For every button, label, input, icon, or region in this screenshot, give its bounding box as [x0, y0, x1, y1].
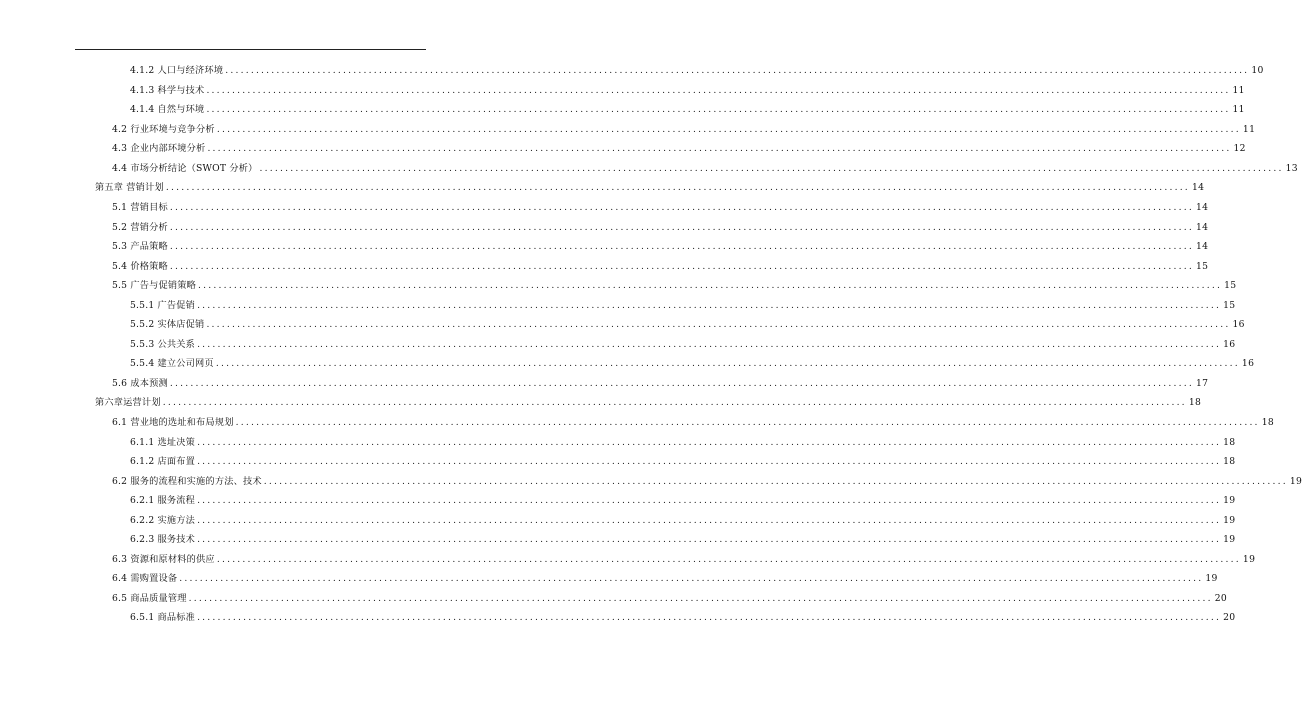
toc-entry[interactable] [0, 354, 1255, 374]
toc-leader-dots: ........................................................................................................................................................................................................ [169, 377, 1194, 389]
toc-leader-dots: ........................................................................................................................................................................................................ [197, 338, 1222, 350]
toc-entry[interactable] [0, 511, 1236, 531]
toc-leader-dots: ........................................................................................................................................................................................................ [216, 553, 1241, 565]
toc-leader-dots: ........................................................................................................................................................................................................ [197, 514, 1222, 526]
toc-leader-dots: ........................................................................................................................................................................................................ [179, 573, 1204, 585]
toc-entry-label: 5.5.2 实体店促销 [130, 319, 205, 331]
toc-page-number: 19 [1223, 495, 1236, 507]
toc-page-number: 13 [1285, 162, 1298, 174]
toc-entry[interactable] [0, 178, 1205, 198]
toc-leader-dots: ........................................................................................................................................................................................................ [165, 182, 1190, 194]
toc-entry-label: 6.2.2 实施方法 [130, 514, 196, 526]
toc-leader-dots: ........................................................................................................................................................................................................ [206, 319, 1231, 331]
toc-page-number: 11 [1242, 123, 1256, 135]
toc-page-number: 17 [1195, 377, 1209, 389]
toc-entry[interactable] [0, 81, 1245, 101]
toc-leader-dots: ........................................................................................................................................................................................................ [169, 221, 1194, 233]
toc-entry[interactable] [0, 217, 1209, 237]
toc-page-number: 18 [1261, 417, 1274, 429]
toc-page-number: 18 [1223, 436, 1236, 448]
toc-entry-label: 4.4 市场分析结论（SWOT 分析） [112, 162, 258, 174]
toc-page-number: 18 [1223, 456, 1236, 468]
toc-leader-dots: ........................................................................................................................................................................................................ [197, 612, 1222, 624]
toc-entry-label: 6.1.2 店面布置 [130, 456, 196, 468]
toc-leader-dots: ........................................................................................................................................................................................................ [206, 104, 1231, 116]
toc-entry[interactable] [0, 393, 1202, 413]
toc-page-number: 12 [1233, 143, 1246, 155]
toc-leader-dots: ........................................................................................................................................................................................................ [197, 495, 1222, 507]
toc-leader-dots: ........................................................................................................................................................................................................ [169, 260, 1194, 272]
toc-entry[interactable] [0, 550, 1256, 570]
toc-entry-label: 5.6 成本预测 [112, 377, 168, 389]
toc-entry[interactable] [0, 256, 1209, 276]
toc-entry-label: 4.2 行业环境与竞争分析 [112, 123, 215, 135]
toc-leader-dots: ........................................................................................................................................................................................................ [162, 397, 1187, 409]
toc-entry-label: 5.5.1 广告促销 [130, 299, 196, 311]
toc-entry[interactable] [0, 413, 1274, 433]
toc-page-number: 19 [1242, 553, 1256, 565]
toc-entry[interactable] [0, 276, 1237, 296]
toc-leader-dots: ........................................................................................................................................................................................................ [259, 162, 1284, 174]
toc-entry[interactable] [0, 530, 1236, 550]
toc-entry-label: 6.2.1 服务流程 [130, 495, 196, 507]
toc-page-number: 16 [1241, 358, 1255, 370]
toc-entry[interactable] [0, 589, 1228, 609]
toc-entry-label: 4.1.2 人口与经济环境 [130, 65, 224, 77]
toc-entry-label: 6.5 商品质量管理 [112, 592, 187, 604]
toc-entry-label: 6.1 营业地的选址和布局规划 [112, 417, 234, 429]
toc-entry-label: 5.3 产品策略 [112, 241, 168, 253]
toc-entry-label: 5.5.4 建立公司网页 [130, 358, 214, 370]
toc-entry[interactable] [0, 159, 1298, 179]
toc-leader-dots: ........................................................................................................................................................................................................ [169, 241, 1194, 253]
toc-leader-dots: ........................................................................................................................................................................................................ [216, 123, 1241, 135]
toc-leader-dots: ........................................................................................................................................................................................................ [197, 534, 1222, 546]
toc-entry-label: 5.5 广告与促销策略 [112, 280, 197, 292]
toc-entry[interactable] [0, 61, 1264, 81]
toc-page-number: 11 [1232, 104, 1245, 116]
toc-leader-dots: ........................................................................................................................................................................................................ [235, 417, 1260, 429]
toc-page-number: 16 [1223, 338, 1236, 350]
toc-entry[interactable] [0, 120, 1256, 140]
toc-entry-label: 6.5.1 商品标准 [130, 612, 196, 624]
toc-entry[interactable] [0, 335, 1236, 355]
toc-entry[interactable] [0, 471, 1302, 491]
toc-entry-label: 6.2.3 服务技术 [130, 534, 196, 546]
toc-leader-dots: ........................................................................................................................................................................................................ [263, 475, 1288, 487]
toc-entry[interactable] [0, 374, 1209, 394]
toc-entry[interactable] [0, 452, 1236, 472]
toc-entry-label: 6.4 需购置设备 [112, 573, 178, 585]
toc-entry[interactable] [0, 491, 1236, 511]
toc-entry[interactable] [0, 100, 1245, 120]
toc-page-number: 19 [1289, 475, 1302, 487]
toc-page-number: 14 [1195, 221, 1209, 233]
toc-entry-label: 第五章 营销计划 [95, 182, 164, 194]
toc-entry-label: 6.1.1 选址决策 [130, 436, 196, 448]
toc-entry-label: 4.1.3 科学与技术 [130, 84, 205, 96]
toc-leader-dots: ........................................................................................................................................................................................................ [169, 202, 1194, 213]
toc-leader-dots: ........................................................................................................................................................................................................ [197, 299, 1222, 311]
toc-entry-label: 6.3 资源和原材料的供应 [112, 553, 215, 565]
toc-leader-dots: ........................................................................................................................................................................................................ [206, 84, 1231, 96]
toc-leader-dots: ........................................................................................................................................................................................................ [225, 65, 1250, 77]
toc-entry-label: 4.3 企业内部环境分析 [112, 143, 206, 155]
toc-leader-dots: ........................................................................................................................................................................................................ [188, 592, 1213, 604]
toc-entry[interactable] [0, 315, 1245, 335]
toc-entry-label: 4.1.4 自然与环境 [130, 104, 205, 116]
toc-leader-dots: ........................................................................................................................................................................................................ [207, 143, 1232, 155]
toc-page-number: 14 [1191, 182, 1205, 194]
toc-entry-label: 第六章运营计划 [95, 397, 161, 409]
toc-leader-dots: ........................................................................................................................................................................................................ [197, 436, 1222, 448]
toc-leader-dots: ........................................................................................................................................................................................................ [215, 358, 1240, 370]
toc-entry[interactable] [0, 198, 1209, 218]
toc-entry-label: 5.1 营销目标 [112, 202, 168, 213]
toc-page-number: 19 [1205, 573, 1218, 585]
toc-page-number: 20 [1223, 612, 1236, 624]
toc-leader-dots: ........................................................................................................................................................................................................ [198, 280, 1223, 292]
toc-page-number: 20 [1214, 592, 1228, 604]
toc-page-number: 15 [1195, 260, 1209, 272]
toc-page-number: 16 [1232, 319, 1245, 331]
toc-page-number: 15 [1224, 280, 1237, 292]
toc-entry[interactable] [0, 432, 1236, 452]
toc-entry[interactable] [0, 296, 1236, 316]
toc-entry-label: 5.5.3 公共关系 [130, 338, 196, 350]
toc-entry-label: 5.2 营销分析 [112, 221, 168, 233]
toc-page-number: 18 [1188, 397, 1202, 409]
toc-page-number: 14 [1195, 202, 1209, 213]
toc-entry[interactable] [0, 569, 1218, 589]
toc-leader-dots: ........................................................................................................................................................................................................ [197, 456, 1222, 468]
toc-entry-label: 5.4 价格策略 [112, 260, 168, 272]
toc-entry[interactable] [0, 237, 1209, 257]
toc-entry-label: 6.2 服务的流程和实施的方法、技术 [112, 475, 262, 487]
toc-page-number: 19 [1223, 534, 1236, 546]
toc-page-number: 14 [1195, 241, 1209, 253]
table-of-contents [0, 61, 1302, 628]
toc-page-number: 10 [1251, 65, 1264, 77]
toc-entry[interactable] [0, 608, 1236, 628]
toc-page-number: 15 [1223, 299, 1236, 311]
header-rule [75, 49, 426, 50]
toc-page-number: 11 [1232, 84, 1245, 96]
toc-page-number: 19 [1223, 514, 1236, 526]
toc-entry[interactable] [0, 139, 1246, 159]
